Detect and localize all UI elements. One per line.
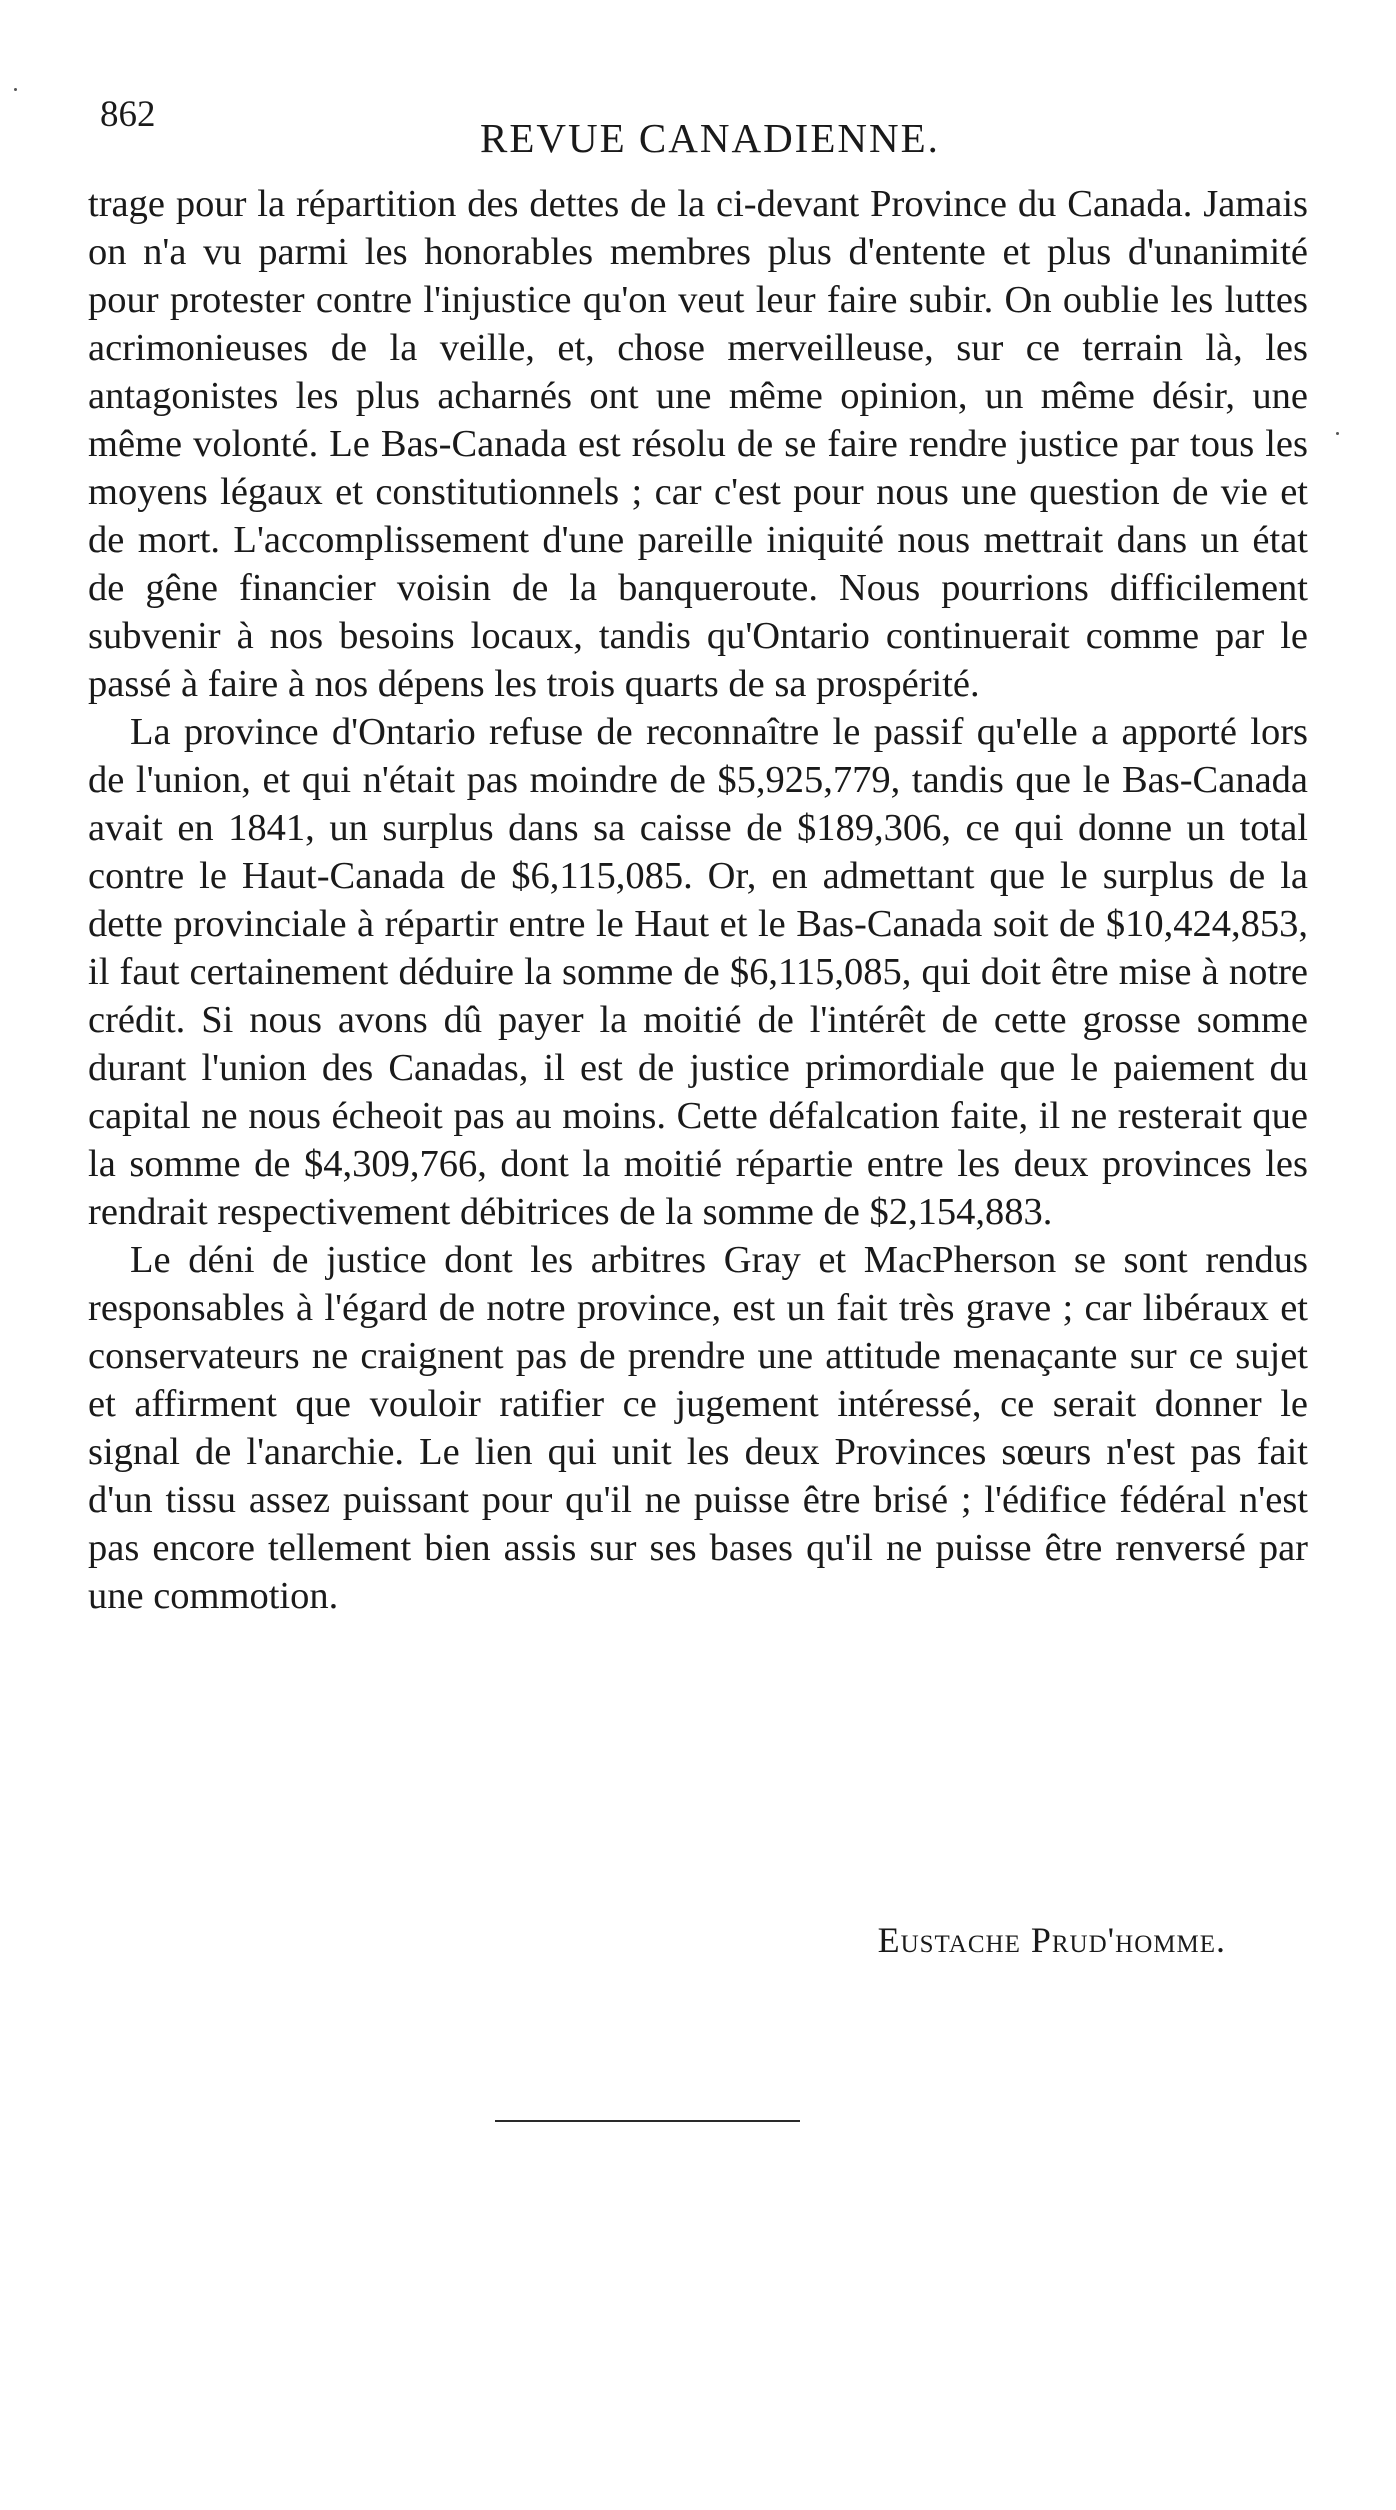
paragraph-continuation: trage pour la répartition des dettes de la ci-devant Province du Canada. Jamais on n'a vu parmi les honorables membres plus d'entente et plus d'unanimité pour protester contre l'injustice qu'on veut leur faire subir. On oublie les luttes acrimonieuses de la veille, et, chose merveilleuse, sur ce terrain là, les antagonistes les plus acharnés ont une même opinion, un même désir, une même volonté. Le Bas-Canada est résolu de se faire rendre justice par tous les moyens légaux et constitutionnels ; car c'est pour nous une question de vie et de mort. L'accomplissement d'une pareille iniquité nous mettrait dans un état de gêne financier voisin de la banqueroute. Nous pourrions difficilement subvenir à nos besoins locaux, tandis qu'Ontario continuerait comme par le passé à faire à nos dépens les trois quarts de sa prospérité. bbox=[88, 183, 1308, 705]
paragraph-arbitration: Le déni de justice dont les arbitres Gray et MacPherson se sont rendus responsables à l'égard de notre province, est un fait très grave ; car libéraux et conservateurs ne craignent pas de prendre une attitude menaçante sur ce sujet et affirment que vouloir ratifier ce jugement intéressé, ce serait donner le signal de l'anarchie. Le lien qui unit les deux Provinces sœurs n'est pas fait d'un tissu assez puissant pour qu'il ne puisse être brisé ; l'édifice fédéral n'est pas encore tellement bien assis sur ses bases qu'il ne puisse être renversé par une commotion. bbox=[88, 1239, 1308, 1617]
author-signature: Eustache Prud'homme. bbox=[877, 1920, 1226, 1960]
article-body bbox=[88, 180, 1308, 1620]
page-number: 862 bbox=[100, 94, 156, 135]
scan-speck bbox=[1336, 432, 1339, 435]
paragraph-ontario-debt: La province d'Ontario refuse de reconnaître le passif qu'elle a apporté lors de l'union, et qui n'était pas moindre de $5,925,779, tandis que le Bas-Canada avait en 1841, un surplus dans sa caisse de $189,306, ce qui donne un total contre le Haut-Canada de $6,115,085. Or, en admettant que le surplus de la dette provinciale à répartir entre le Haut et le Bas-Canada soit de $10,424,853, il faut certainement déduire la somme de $6,115,085, qui doit être mise à notre crédit. Si nous avons dû payer la moitié de l'intérêt de cette grosse somme durant l'union des Canadas, il est de justice primordiale que le paiement du capital ne nous écheoit pas au moins. Cette défalcation faite, il ne resterait que la somme de $4,309,766, dont la moitié répartie entre les deux provinces les rendrait respectivement débitrices de la somme de $2,154,883. bbox=[88, 711, 1308, 1233]
end-rule-divider bbox=[495, 2120, 800, 2122]
running-title: REVUE CANADIENNE. bbox=[480, 115, 940, 161]
scan-speck bbox=[14, 88, 17, 91]
